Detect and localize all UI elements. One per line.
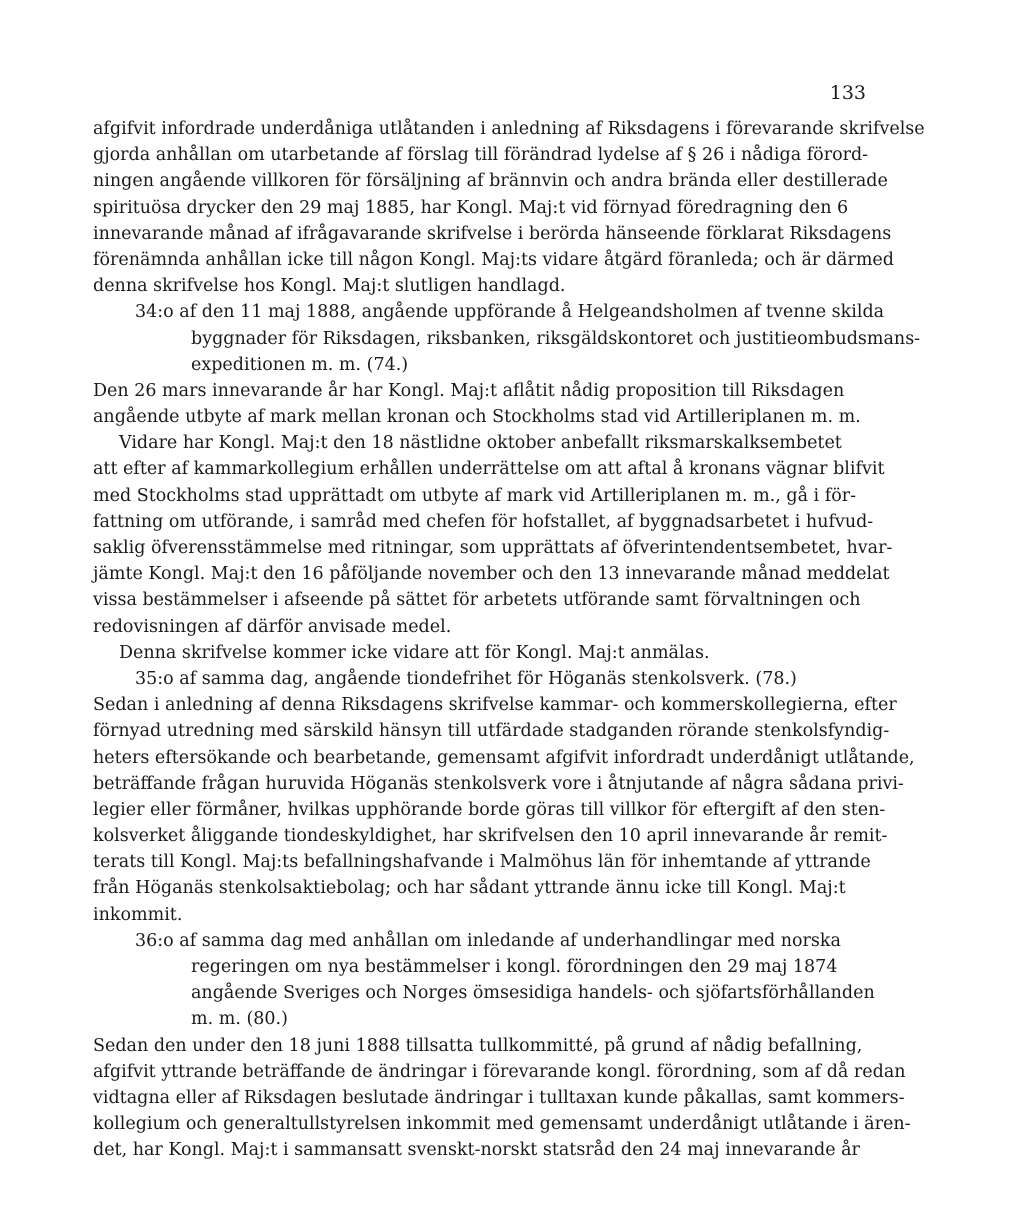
text-line: att efter af kammarkollegium erhållen underrättelse om att aftal å kronans vägnar blifvit: [93, 459, 885, 480]
text-line: Sedan den under den 18 juni 1888 tillsatta tullkommitté, på grund af nådig befallning,: [93, 1035, 863, 1056]
text-line: spirituösa drycker den 29 maj 1885, har Kongl. Maj:t vid förnyad föredragning den 6: [93, 197, 849, 218]
text-line: kollegium och generaltullstyrelsen inkommit med gemensamt underdånigt utlåtande i ären-: [93, 1114, 911, 1135]
text-line: ningen angående villkoren för försäljning af brännvin och andra brända eller destillerade: [93, 171, 888, 192]
body-text: [93, 116, 925, 1164]
text-line: regeringen om nya bestämmelser i kongl. förordningen den 29 maj 1874: [191, 957, 838, 977]
text-line: expeditionen m. m. (74.): [191, 354, 409, 375]
text-line: terats till Kongl. Maj:ts befallningshafvande i Malmöhus län för inhemtande af yttrande: [93, 852, 871, 873]
text-line: från Höganäs stenkolsaktiebolag; och har sådant yttrande ännu icke till Kongl. Maj:t: [93, 878, 846, 899]
text-line: inkommit.: [93, 904, 183, 925]
text-line: denna skrifvelse hos Kongl. Maj:t slutligen handlagd.: [93, 276, 566, 297]
text-line: Den 26 mars innevarande år har Kongl. Maj:t aflåtit nådig proposition till Riksdagen: [93, 380, 845, 401]
text-line: Sedan i anledning af denna Riksdagens skrifvelse kammar- och kommerskollegierna, efter: [93, 695, 897, 716]
text-line: gjorda anhållan om utarbetande af förslag till förändrad lydelse af § 26 i nådiga förord-: [93, 145, 869, 166]
text-line: Vidare har Kongl. Maj:t den 18 nästlidne oktober anbefallt riksmarskalksembetet: [119, 433, 842, 454]
text-line: saklig öfverensstämmelse med ritningar, som upprättats af öfverintendentsembetet, hvar-: [93, 538, 893, 558]
text-line: vissa bestämmelser i afseende på sättet för arbetets utförande samt förvaltningen och: [93, 590, 861, 611]
text-line: byggnader för Riksdagen, riksbanken, riksgäldskontoret och justitieombudsmans-: [191, 328, 921, 349]
text-line: angående utbyte af mark mellan kronan och Stockholms stad vid Artilleriplanen m. m.: [93, 407, 861, 428]
text-line: beträffande frågan huruvida Höganäs stenkolsverk vore i åtnjutande af några sådana privi-: [93, 773, 904, 794]
text-line: afgifvit yttrande beträffande de ändringar i förevarande kongl. förordning, som af då redan: [93, 1061, 906, 1082]
text-line: 35:o af samma dag, angående tiondefrihet för Höganäs stenkolsverk. (78.): [135, 668, 797, 689]
page-number: 133: [829, 82, 866, 104]
text-line: afgifvit infordrade underdåniga utlåtanden i anledning af Riksdagens i förevarande skrifvelse: [93, 119, 925, 139]
text-line: m. m. (80.): [191, 1009, 288, 1030]
text-line: förenämnda anhållan icke till någon Kongl. Maj:ts vidare åtgärd föranleda; och är därmed: [93, 249, 894, 270]
text-line: kolsverket åliggande tiondeskyldighet, har skrifvelsen den 10 april innevarande år remit-: [93, 826, 888, 847]
text-line: vidtagna eller af Riksdagen beslutade ändringar i tulltaxan kunde påkallas, samt kommers-: [93, 1087, 905, 1108]
text-line: 34:o af den 11 maj 1888, angående uppförande å Helgeandsholmen af tvenne skilda: [135, 302, 885, 323]
text-line: fattning om utförande, i samråd med chefen för hofstallet, af byggnadsarbetet i hufvud-: [93, 511, 874, 532]
text-line: Denna skrifvelse kommer icke vidare att för Kongl. Maj:t anmälas.: [119, 642, 710, 663]
text-line: heters eftersökande och bearbetande, gemensamt afgifvit infordradt underdånigt utlåtande,: [93, 747, 915, 768]
text-line: förnyad utredning med särskild hänsyn till utfärdade stadganden rörande stenkolsfyndig-: [93, 721, 890, 742]
text-line: legier eller förmåner, hvilkas upphörande borde göras till villkor för eftergift af den sten-: [93, 799, 886, 820]
text-line: redovisningen af därför anvisade medel.: [93, 616, 452, 637]
text-line: jämte Kongl. Maj:t den 16 påföljande november och den 13 innevarande månad meddelat: [93, 564, 890, 585]
text-line: innevarande månad af ifrågavarande skrifvelse i berörda hänseende förklarat Riksdagens: [93, 223, 892, 244]
text-line: 36:o af samma dag med anhållan om inledande af underhandlingar med norska: [135, 930, 841, 951]
text-line: det, har Kongl. Maj:t i sammansatt svenskt-norskt statsråd den 24 maj innevarande år: [93, 1140, 860, 1161]
text-line: med Stockholms stad upprättadt om utbyte af mark vid Artilleriplanen m. m., gå i för-: [93, 485, 857, 506]
text-line: angående Sveriges och Norges ömsesidiga handels- och sjöfartsförhållanden: [191, 983, 875, 1004]
